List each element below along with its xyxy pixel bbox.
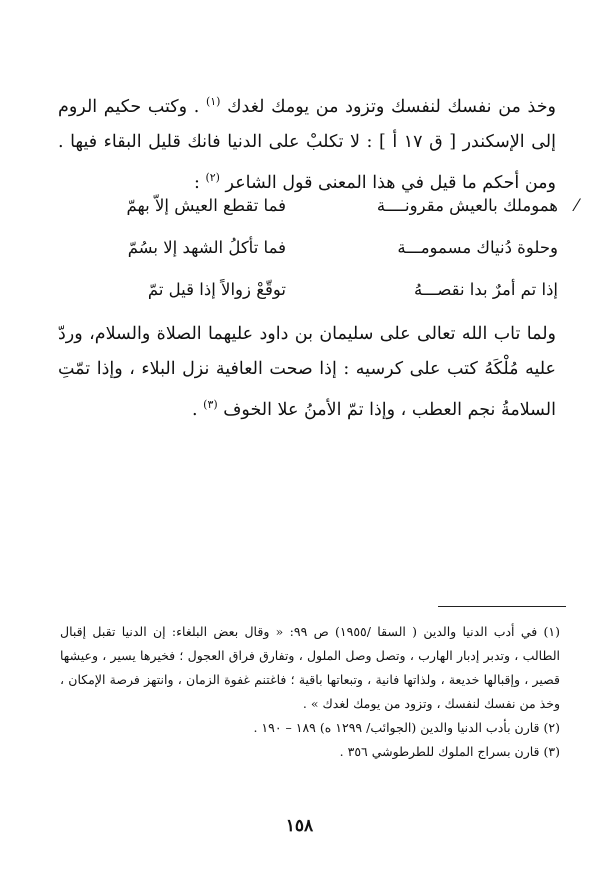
- paragraph-1: [58, 84, 556, 201]
- poem-verse: [96, 238, 558, 280]
- footnote-ref-1: (١): [205, 95, 221, 108]
- paragraph-1-text-continued: . وكتب حكيم الروم إلى الإسكندر [ ق ١٧ أ ] : لا تكلبْ على الدنيا فانك قليل البقاء فيها . ومن أحكم ما قيل في هذا المعنى قول الشاعر: [58, 96, 556, 193]
- hemistich-first: إذا تم أمرٌ بدا نقصـــهُ: [413, 280, 558, 299]
- hemistich-second: فما تقطع العيش إلاّ بهمّ: [126, 196, 286, 215]
- paragraph-2-text: ولما تاب الله تعالى على سليمان بن داود عليهما الصلاة والسلام، وردّ عليه مُلْكَهُ كتب على كرسيه : إذا صحت العافية نزل البلاء ، وإذا تمّتِ السلامةُ نجم العطب ، وإذا تمّ الأمنُ علا الخوف: [58, 324, 556, 420]
- hemistich-first: هموملك بالعيش مقرونــــة: [376, 196, 558, 215]
- paragraph-1-tail: :: [193, 172, 200, 193]
- footnote-ref-3: (٣): [203, 398, 218, 411]
- poem-verse: [96, 280, 558, 322]
- hemistich-first: وحلوة دُنياك مسمومـــة: [397, 238, 558, 257]
- footnote-separator: [438, 606, 566, 607]
- footnote-1: (١) في أدب الدنيا والدين ( السقا /١٩٥٥) ص ٩٩: « وقال بعض البلغاء: إن الدنيا تقبل إقبال الطالب ، وتدبر إدبار الهارب ، وتصل وصل الملول ، وتفارق فراق العجول ؛ فخيرها يسير ، وعيشها قصير ، وإقبالها خديعة ، ولذاتها فانية ، وتبعاتها باقية ؛ فاغتنم غفوة الزمان ، وانتهز فرصة الإمكان ، وخذ من نفسك لنفسك ، وتزود من يومك لغدك » .: [60, 624, 561, 711]
- poem-verse: [96, 196, 578, 238]
- paragraph-1-text: وخذ من نفسك لنفسك وتزود من يومك لغدك: [227, 96, 556, 117]
- footnotes: [60, 620, 560, 764]
- paragraph-2-tail: .: [192, 399, 198, 420]
- poem: [96, 196, 578, 322]
- page-number: ١٥٨: [285, 816, 314, 836]
- hemistich-second: توقّعْ زوالاً إذا قيل تمّ: [147, 280, 286, 299]
- footnote-2: (٢) قارن بأدب الدنيا والدين (الجوائب/ ١٢٩٩ ه) ١٨٩ – ١٩٠ .: [253, 720, 560, 735]
- hemistich-second: فما تأكلُ الشهد إلا بسُمّ: [127, 238, 286, 257]
- footnote-3: (٣) قارن بسراج الملوك للطرطوشي ٣٥٦ .: [339, 744, 560, 759]
- paragraph-2: [58, 317, 556, 428]
- verse-mark: ⁄: [575, 196, 578, 215]
- footnote-ref-2: (٢): [205, 170, 220, 184]
